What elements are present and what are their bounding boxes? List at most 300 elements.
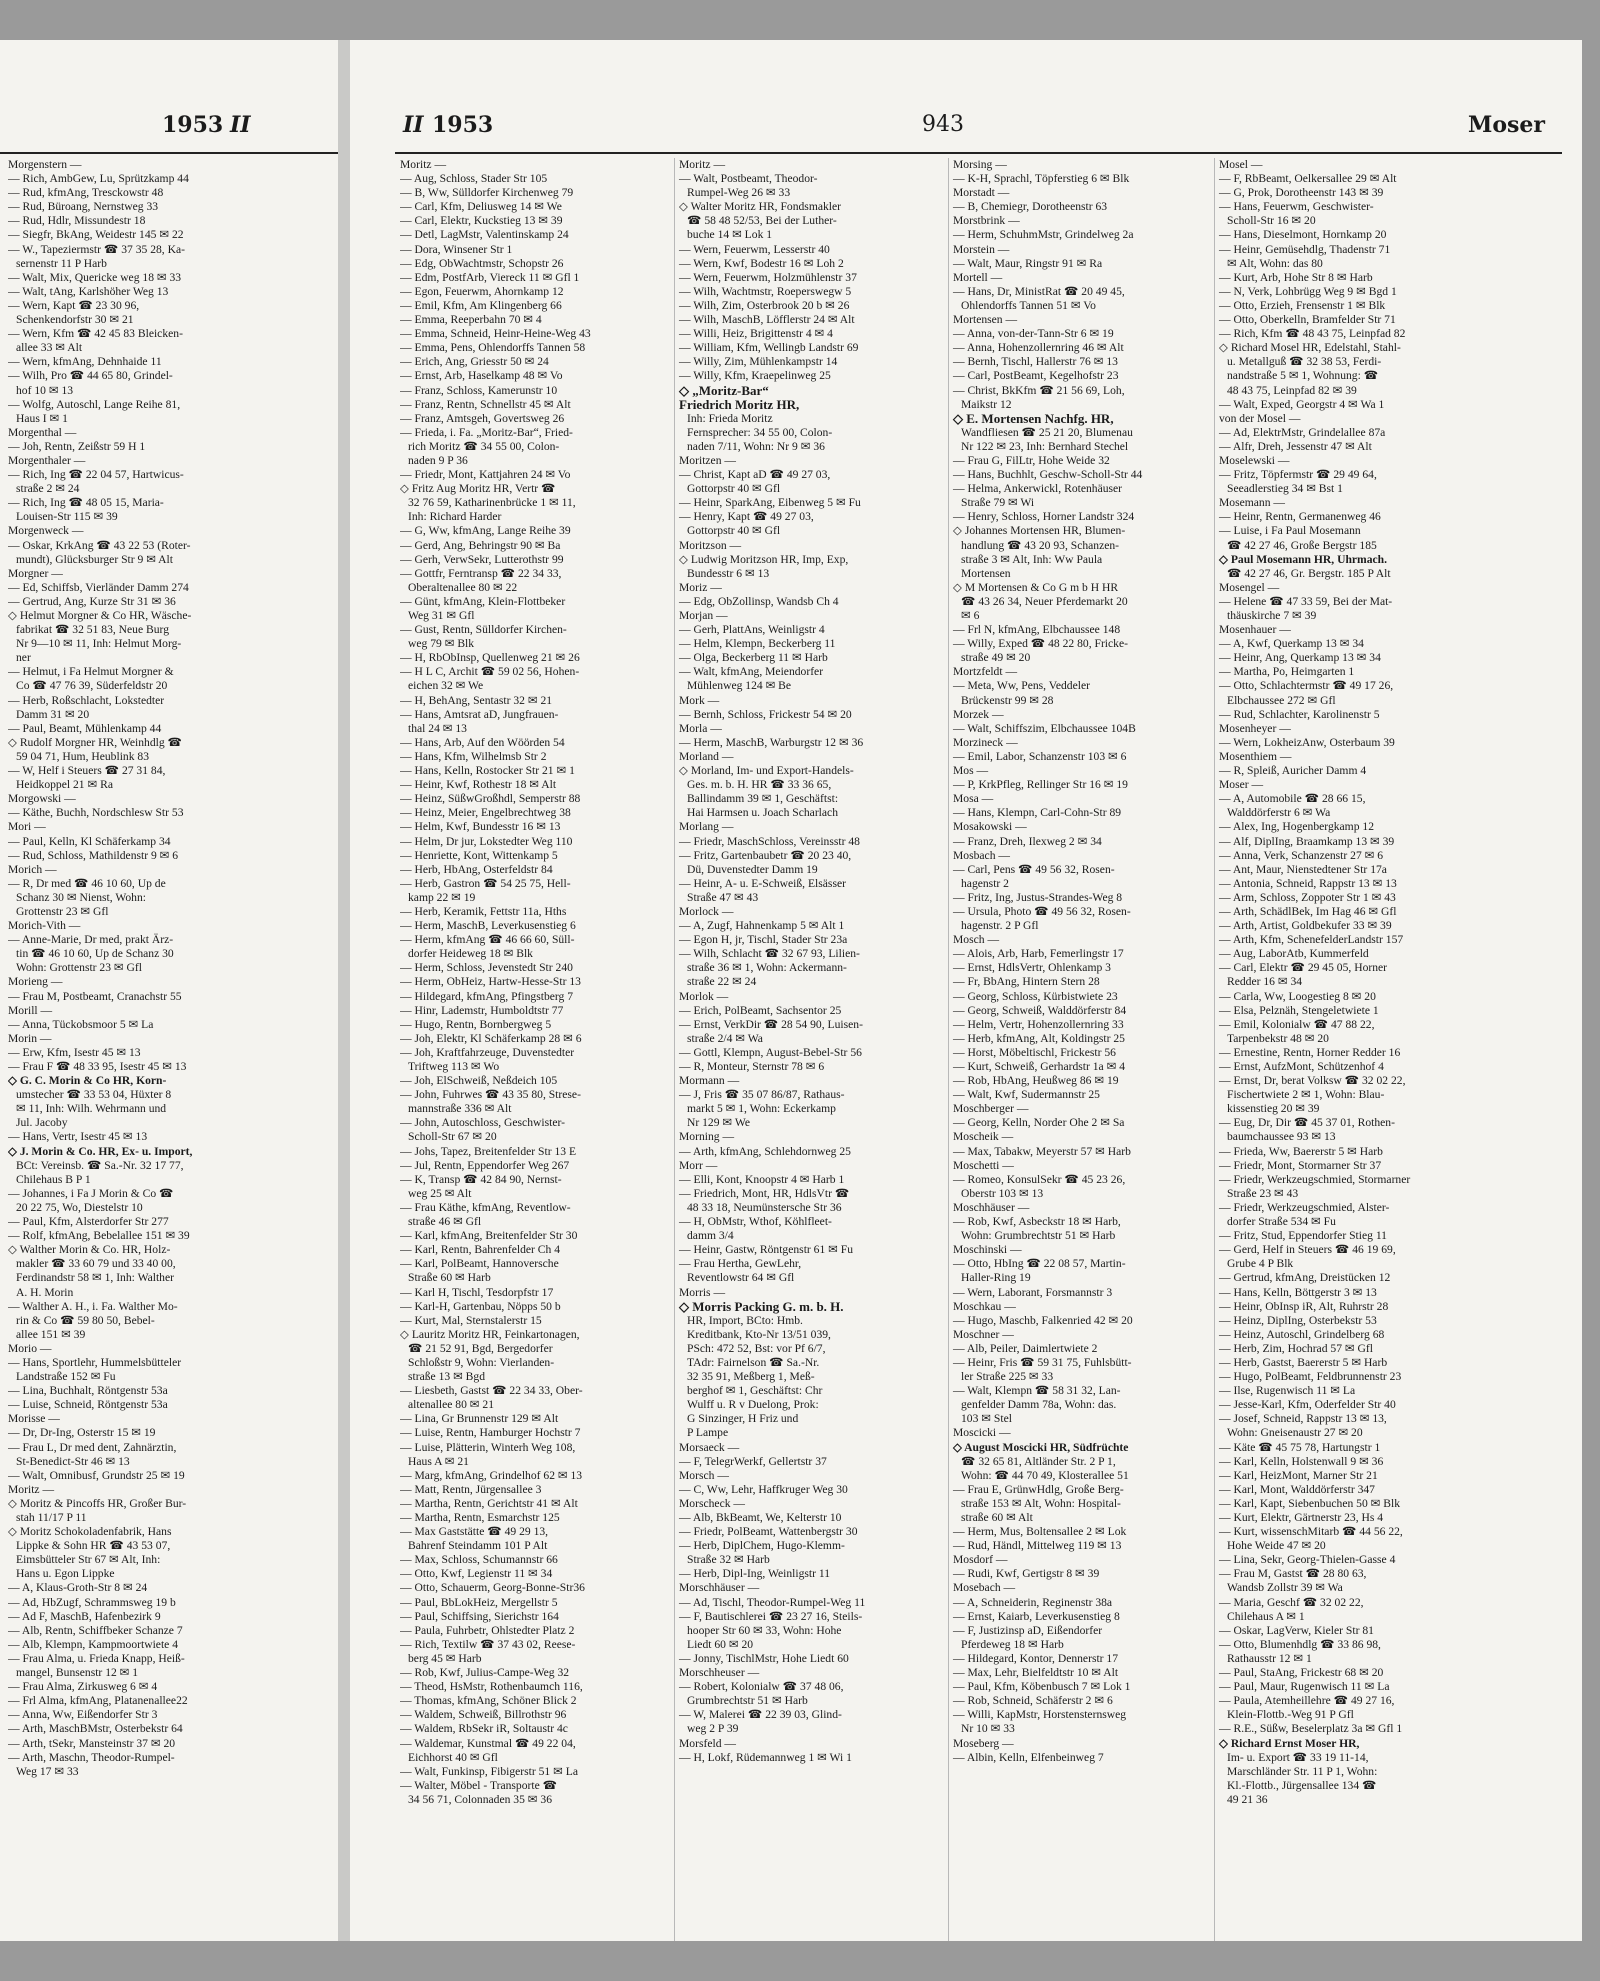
directory-entry-line: Fischertwiete 2 ✉ 1, Wohn: Blau- bbox=[1227, 1088, 1385, 1102]
directory-entry-line: — Maria, Geschf ☎ 32 02 22, bbox=[1219, 1595, 1364, 1609]
directory-entry-line: — A, Zugf, Hahnenkamp 5 ✉ Alt 1 bbox=[679, 919, 845, 933]
directory-entry-line: umstecher ☎ 33 53 04, Hüxter 8 bbox=[16, 1088, 172, 1102]
directory-entry-line: — Karl-H, Gartenbau, Nöpps 50 b bbox=[400, 1299, 561, 1313]
directory-entry-line: — Fritz, Stud, Eppendorfer Stieg 11 bbox=[1219, 1229, 1387, 1243]
directory-entry-line: — Gottl, Klempn, August-Bebel-Str 56 bbox=[679, 1045, 862, 1059]
directory-entry-line: — Hans, Feuerwm, Geschwister- bbox=[1219, 200, 1374, 214]
right-column-1 bbox=[400, 158, 670, 1941]
directory-entry-line: — Rud, Händl, Mittelweg 119 ✉ 13 bbox=[953, 1539, 1122, 1553]
surname-heading: Morstbrink — bbox=[953, 214, 1020, 228]
directory-entry-line: — Heinr, Rentn, Germanenweg 46 bbox=[1219, 510, 1381, 524]
directory-entry-line: — Hinr, Lademstr, Humboldtstr 77 bbox=[400, 1003, 564, 1017]
directory-entry-line: Triftweg 113 ✉ Wo bbox=[408, 1060, 500, 1073]
directory-entry-line: — Hans, Kelln, Rostocker Str 21 ✉ 1 bbox=[400, 764, 575, 778]
directory-entry-line: — Walt, Exped, Georgstr 4 ✉ Wa 1 bbox=[1219, 397, 1385, 411]
right-header-rule bbox=[395, 152, 1562, 154]
directory-entry-line: Straße 47 ✉ 43 bbox=[687, 890, 759, 904]
directory-entry-line: ◇ Helmut Morgner & Co HR, Wäsche- bbox=[8, 609, 192, 622]
directory-entry-line: — Elsa, Pelznäh, Stengeletwiete 1 bbox=[1219, 1003, 1379, 1017]
directory-entry-line: berg 45 ✉ Harb bbox=[408, 1651, 482, 1665]
directory-entry-line: — Rob, Kwf, Julius-Campe-Weg 32 bbox=[400, 1666, 570, 1680]
directory-entry-line: — Arth, Maschn, Theodor-Rumpel- bbox=[8, 1750, 175, 1764]
surname-heading: Moriz — bbox=[679, 580, 722, 594]
directory-entry-line: — Paula, Fuhrbetr, Ohlstedter Platz 2 bbox=[400, 1623, 575, 1637]
directory-entry-line: — Fritz, Gartenbaubetr ☎ 20 23 40, bbox=[679, 848, 852, 862]
surname-heading: Morjan — bbox=[679, 609, 728, 622]
directory-entry-line: ☎ 43 26 34, Neuer Pferdemarkt 20 bbox=[961, 594, 1128, 608]
directory-entry-line: — Albin, Kelln, Elfenbeinweg 7 bbox=[953, 1750, 1104, 1764]
directory-entry-line: — Rud, Schloss, Mathildenstr 9 ✉ 6 bbox=[8, 848, 179, 862]
directory-entry-line: straße 36 ✉ 1, Wohn: Ackermann- bbox=[687, 961, 847, 975]
directory-entry-line: — Liesbeth, Gastst ☎ 22 34 33, Ober- bbox=[400, 1384, 583, 1398]
directory-entry-line: — Anna, Ww, Eißendorfer Str 3 bbox=[8, 1708, 158, 1722]
directory-entry-line: — Martha, Rentn, Esmarchstr 125 bbox=[400, 1511, 560, 1524]
right-page-header bbox=[350, 112, 1582, 152]
directory-entry-line: — Otto, Oberkelln, Bramfelder Str 71 bbox=[1219, 313, 1396, 327]
directory-entry-line: — Heinz, Autoschl, Grindelberg 68 bbox=[1219, 1327, 1385, 1341]
left-page bbox=[0, 40, 338, 1941]
directory-entry-line: — Gerd, Helf in Steuers ☎ 46 19 69, bbox=[1219, 1243, 1396, 1257]
directory-entry-line: — Hugo, PolBeamt, Feldbrunnenstr 23 bbox=[1219, 1370, 1402, 1384]
directory-entry-line: ◇ Rudolf Morgner HR, Weinhdlg ☎ bbox=[8, 735, 182, 749]
directory-entry-line: — Joh, Kraftfahrzeuge, Duvenstedter bbox=[400, 1045, 575, 1059]
directory-entry-line: 49 21 36 bbox=[1227, 1792, 1268, 1806]
directory-entry-line: — Ernestine, Rentn, Horner Redder 16 bbox=[1219, 1045, 1401, 1059]
directory-entry-line: u. Metallguß ☎ 32 38 53, Ferdi- bbox=[1227, 355, 1382, 369]
directory-entry-line: — Edg, ObWachtmstr, Schopstr 26 bbox=[400, 256, 564, 270]
surname-heading: Morsing — bbox=[953, 158, 1007, 171]
directory-entry-line: — John, Autoschloss, Geschwister- bbox=[400, 1116, 565, 1130]
directory-entry-line: sernenstr 11 P Harb bbox=[16, 256, 107, 270]
directory-entry-line: — H, RbObInsp, Quellenweg 21 ✉ 26 bbox=[400, 651, 580, 665]
directory-entry-line: PSch: 472 52, Bst: vor Pf 6/7, bbox=[687, 1341, 826, 1355]
directory-entry-line: — Otto, Kwf, Legienstr 11 ✉ 34 bbox=[400, 1567, 553, 1581]
directory-entry-line: — Johannes, i Fa J Morin & Co ☎ bbox=[8, 1186, 174, 1200]
directory-entry-line: Inh: Frieda Moritz bbox=[687, 411, 773, 425]
directory-entry-line: — Frau Alma, u. Frieda Knapp, Heiß- bbox=[8, 1651, 185, 1665]
directory-entry-line: — Georg, Schloss, Kürbistwiete 23 bbox=[953, 989, 1118, 1003]
directory-entry-line: — H, BehAng, Sentastr 32 ✉ 21 bbox=[400, 693, 553, 707]
directory-entry-line: — Helm, Kwf, Bundesstr 16 ✉ 13 bbox=[400, 820, 561, 834]
surname-heading: Morieng — bbox=[8, 975, 63, 989]
directory-entry-line: — Wern, Laborant, Forsmannstr 3 bbox=[953, 1285, 1113, 1299]
directory-entry-line: — Otto, Schauerm, Georg-Bonne-Str36 bbox=[400, 1581, 585, 1595]
directory-entry-line: Wohn: ☎ 44 70 49, Klosterallee 51 bbox=[961, 1468, 1129, 1482]
directory-entry-line: — Herm, Schloss, Jevenstedt Str 240 bbox=[400, 961, 573, 975]
directory-entry-line: ◇ Moritz & Pincoffs HR, Großer Bur- bbox=[8, 1496, 187, 1510]
directory-entry-line: — Friedr, MaschSchloss, Vereinsstr 48 bbox=[679, 834, 860, 848]
directory-entry-line: — Kurt, Arb, Hohe Str 8 ✉ Harb bbox=[1219, 270, 1373, 284]
surname-heading: Mosakowski — bbox=[953, 820, 1027, 834]
directory-entry-line: ◇ M Mortensen & Co G m b H HR bbox=[953, 580, 1119, 594]
directory-entry-line: — Otto, Schlachtermstr ☎ 49 17 26, bbox=[1219, 679, 1394, 693]
directory-entry-line: — K-H, Sprachl, Töpferstieg 6 ✉ Blk bbox=[953, 172, 1130, 186]
directory-entry-line: Kl.-Flottb., Jürgensallee 134 ☎ bbox=[1227, 1778, 1377, 1792]
directory-entry-line: ◇ August Moscicki HR, Südfrüchte bbox=[953, 1440, 1129, 1454]
surname-heading: Mosel — bbox=[1219, 158, 1263, 171]
directory-entry-line: — Erich, PolBeamt, Sachsentor 25 bbox=[679, 1003, 842, 1017]
left-column-1 bbox=[8, 158, 334, 1941]
directory-entry-line: — Bernh, Tischl, Hallerstr 76 ✉ 13 bbox=[953, 355, 1118, 369]
directory-entry-line: — Ant, Maur, Nienstedtener Str 17a bbox=[1219, 862, 1387, 876]
directory-entry-line: — Heinr, A- u. E-Schweiß, Elsässer bbox=[679, 876, 846, 890]
directory-entry-line: — Helma, Ankerwickl, Rotenhäuser bbox=[953, 482, 1123, 496]
directory-entry-line: straße 22 ✉ 24 bbox=[687, 975, 757, 989]
directory-entry-line: — Kurt, Elektr, Gärtnerstr 23, Hs 4 bbox=[1219, 1511, 1384, 1524]
directory-entry-line: — Paul, Schiffsing, Sierichstr 164 bbox=[400, 1609, 559, 1623]
surname-heading: Mortzfeldt — bbox=[953, 665, 1018, 679]
directory-entry-line: — Herm, kfmAng ☎ 46 66 60, Süll- bbox=[400, 933, 575, 947]
right-column-4 bbox=[1214, 158, 1479, 1941]
directory-entry-line: — Herm, ObHeiz, Hartw-Hesse-Str 13 bbox=[400, 975, 581, 989]
surname-heading: Mortell — bbox=[953, 270, 1003, 284]
directory-entry-line: — Paul, BbLokHeiz, Mergellstr 5 bbox=[400, 1595, 558, 1609]
directory-entry-line: — Friedr, Mont, Kattjahren 24 ✉ Vo bbox=[400, 468, 571, 482]
directory-entry-line: straße 46 ✉ Gfl bbox=[408, 1215, 482, 1229]
directory-entry-line: — Hans, Kfm, Wilhelmsb Str 2 bbox=[400, 749, 547, 763]
directory-entry-line: Mühlenweg 124 ✉ Be bbox=[687, 679, 792, 693]
directory-entry-line: ☎ 58 48 52/53, Bei der Luther- bbox=[687, 214, 837, 228]
directory-entry-line: Reventlowstr 64 ✉ Gfl bbox=[687, 1271, 795, 1285]
right-section: II bbox=[403, 112, 424, 138]
directory-entry-line: 34 56 71, Colonnaden 35 ✉ 36 bbox=[408, 1792, 552, 1806]
directory-entry-line: — Luise, Plätterin, Winterh Weg 108, bbox=[400, 1440, 576, 1454]
directory-entry-line: — Rich, Kfm ☎ 48 43 75, Leinpfad 82 bbox=[1219, 327, 1406, 341]
directory-entry-line: G Sinzinger, H Friz und bbox=[687, 1412, 799, 1426]
directory-entry-line: — Herb, Zim, Hochrad 57 ✉ Gfl bbox=[1219, 1341, 1373, 1355]
directory-entry-line: — Arth, MaschBMstr, Osterbekstr 64 bbox=[8, 1722, 183, 1736]
directory-entry-line: Brückenstr 99 ✉ 28 bbox=[961, 693, 1054, 707]
directory-entry-line: hof 10 ✉ 13 bbox=[16, 383, 74, 397]
directory-entry-line: — Rich, Ing ☎ 22 04 57, Hartwicus- bbox=[8, 468, 184, 482]
directory-entry-line: — Hans, Sportlehr, Hummelsbütteler bbox=[8, 1355, 182, 1369]
surname-heading: Morstein — bbox=[953, 242, 1010, 256]
directory-entry-line: HR, Import, BCto: Hmb. bbox=[687, 1313, 803, 1327]
directory-entry-line: 32 76 59, Katharinenbrücke 1 ✉ 11, bbox=[408, 496, 576, 510]
directory-entry-line: — Hans, Kelln, Böttgerstr 3 ✉ 13 bbox=[1219, 1285, 1377, 1299]
surname-heading: Moschinski — bbox=[953, 1243, 1022, 1257]
directory-entry-line: Haus A ✉ 21 bbox=[408, 1454, 469, 1468]
right-column-2 bbox=[674, 158, 949, 1941]
directory-entry-line: thäuskirche 7 ✉ 39 bbox=[1227, 609, 1317, 622]
surname-heading: Mosengel — bbox=[1219, 580, 1280, 594]
surname-heading: Moritz — bbox=[8, 1482, 55, 1496]
directory-entry-line: hagenstr. 2 P Gfl bbox=[961, 919, 1039, 933]
directory-entry-line: Heidkoppel 21 ✉ Ra bbox=[16, 778, 113, 792]
directory-entry-line: — Rich, Textilw ☎ 37 43 02, Reese- bbox=[400, 1637, 576, 1651]
directory-entry-line: — Jesse-Karl, Kfm, Oderfelder Str 40 bbox=[1219, 1398, 1396, 1412]
directory-entry-line: 48 33 18, Neumünstersche Str 36 bbox=[687, 1200, 842, 1214]
directory-entry-line: Marschländer Str. 11 P 1, Wohn: bbox=[1227, 1764, 1378, 1778]
surname-heading: Morscheck — bbox=[679, 1496, 746, 1510]
directory-entry-line: — Wern, Kwf, Bodestr 16 ✉ Loh 2 bbox=[679, 256, 844, 270]
directory-entry-line: — N, Verk, Lohbrügg Weg 9 ✉ Bgd 1 bbox=[1219, 284, 1397, 298]
surname-heading: Mosdorf — bbox=[953, 1553, 1008, 1567]
directory-entry-line: — Rob, HbAng, Heußweg 86 ✉ 19 bbox=[953, 1074, 1119, 1088]
directory-entry-line: — Karl, HeizMont, Marner Str 21 bbox=[1219, 1468, 1378, 1482]
directory-entry-line: A. H. Morin bbox=[16, 1285, 74, 1299]
directory-entry-line: — Heinr, Fris ☎ 59 31 75, Fuhlsbütt- bbox=[953, 1355, 1132, 1369]
surname-heading: Mosemann — bbox=[1219, 496, 1286, 510]
directory-entry-line: ◇ Richard Ernst Moser HR, bbox=[1219, 1736, 1360, 1750]
directory-entry-line: — Paul, Maur, Rugenwisch 11 ✉ La bbox=[1219, 1680, 1390, 1694]
directory-entry-line: genfelder Damm 78a, Wohn: das. bbox=[961, 1398, 1117, 1412]
directory-entry-line: Wohn: Grumbrechtstr 51 ✉ Harb bbox=[961, 1229, 1116, 1243]
directory-entry-line: — Wilh, Wachtmstr, Roeperswegw 5 bbox=[679, 284, 852, 298]
directory-entry-line: — Frieda, Ww, Baererstr 5 ✉ Harb bbox=[1219, 1144, 1383, 1158]
directory-entry-line: — Paul, Beamt, Mühlenkamp 44 bbox=[8, 721, 162, 735]
directory-entry-line: — Hugo, Maschb, Falkenried 42 ✉ 20 bbox=[953, 1313, 1133, 1327]
directory-entry-line: — Friedr, Mont, Stormarner Str 37 bbox=[1219, 1158, 1382, 1172]
directory-entry-line: Fernsprecher: 34 55 00, Colon- bbox=[687, 425, 833, 439]
directory-entry-line: kamp 22 ✉ 19 bbox=[408, 890, 476, 904]
directory-entry-line: — Anna, Tückobsmoor 5 ✉ La bbox=[8, 1017, 154, 1031]
surname-heading: Moritz — bbox=[679, 158, 726, 171]
surname-heading: Morr — bbox=[679, 1158, 718, 1172]
surname-heading: Morsaeck — bbox=[679, 1440, 740, 1454]
directory-entry-line: baumchaussee 93 ✉ 13 bbox=[1227, 1130, 1336, 1144]
directory-entry-line: — R, Monteur, Sternstr 78 ✉ 6 bbox=[679, 1060, 825, 1073]
directory-entry-line: 32 35 91, Meßberg 1, Meß- bbox=[687, 1370, 815, 1384]
directory-entry-line: — Olga, Beckerberg 11 ✉ Harb bbox=[679, 651, 828, 665]
directory-entry-line: — Antonia, Schneid, Rappstr 13 ✉ 13 bbox=[1219, 876, 1397, 890]
directory-entry-line: Schenkendorfstr 30 ✉ 21 bbox=[16, 313, 134, 327]
directory-entry-line: — Wern, kfmAng, Dehnhaide 11 bbox=[8, 355, 162, 369]
directory-entry-line: — Anna, Hohenzollernring 46 ✉ Alt bbox=[953, 341, 1124, 355]
directory-entry-line: — Walt, Kwf, Sudermannstr 25 bbox=[953, 1088, 1100, 1102]
directory-entry-line: — Hans, Amtsrat aD, Jungfrauen- bbox=[400, 707, 559, 721]
surname-heading: Moritzson — bbox=[679, 538, 742, 552]
surname-heading: Morisse — bbox=[8, 1412, 60, 1426]
surname-heading: Morning — bbox=[679, 1130, 735, 1144]
directory-entry-line: ☎ 32 65 81, Altländer Str. 2 P 1, bbox=[961, 1454, 1116, 1468]
directory-entry-line: allee 151 ✉ 39 bbox=[16, 1327, 86, 1341]
directory-entry-line: — Wern, LokheizAnw, Osterbaum 39 bbox=[1219, 735, 1395, 749]
directory-entry-line: Rumpel-Weg 26 ✉ 33 bbox=[687, 186, 791, 200]
directory-entry-line: handlung ☎ 43 20 93, Schanzen- bbox=[961, 538, 1120, 552]
right-columns bbox=[350, 158, 1582, 1941]
directory-entry-line: — Hildegard, kfmAng, Pfingstberg 7 bbox=[400, 989, 574, 1003]
directory-entry-line: Redder 16 ✉ 34 bbox=[1227, 975, 1303, 989]
directory-entry-line: Kreditbank, Kto-Nr 13/51 039, bbox=[687, 1327, 831, 1341]
directory-entry-line: — Carla, Ww, Loogestieg 8 ✉ 20 bbox=[1219, 989, 1376, 1003]
directory-entry-line: — F, TelegrWerkf, Gellertstr 37 bbox=[679, 1454, 827, 1468]
directory-entry-line: — Paul, Kfm, Alsterdorfer Str 277 bbox=[8, 1215, 169, 1229]
directory-entry-line: — Walther A. H., i. Fa. Walther Mo- bbox=[8, 1299, 178, 1313]
directory-entry-line: — Ilse, Rugenwisch 11 ✉ La bbox=[1219, 1384, 1356, 1398]
surname-heading: Morlang — bbox=[679, 820, 734, 834]
directory-entry-line: ◇ J. Morin & Co. HR, Ex- u. Import, bbox=[8, 1144, 193, 1158]
directory-entry-line: — Heinr, Gemüsehdlg, Thadenstr 71 bbox=[1219, 242, 1391, 256]
directory-entry-line: — Waldem, RbSekr iR, Soltaustr 4c bbox=[400, 1722, 568, 1736]
directory-entry-line: — Robert, Kolonialw ☎ 37 48 06, bbox=[679, 1680, 844, 1694]
directory-entry-line: ☎ 42 27 46, Große Bergstr 185 bbox=[1227, 538, 1377, 552]
surname-heading: Mortensen — bbox=[953, 313, 1018, 327]
surname-heading: Morschhäuser — bbox=[679, 1581, 760, 1595]
directory-entry-line: — Horst, Möbeltischl, Frickestr 56 bbox=[953, 1045, 1116, 1059]
directory-entry-line: — Walt, Mix, Quericke weg 18 ✉ 33 bbox=[8, 270, 182, 284]
directory-entry-line: — Heinr, Gastw, Röntgenstr 61 ✉ Fu bbox=[679, 1243, 854, 1257]
directory-entry-line: ◇ Moritz Schokoladenfabrik, Hans bbox=[8, 1525, 172, 1539]
directory-entry-line: Weg 17 ✉ 33 bbox=[16, 1764, 79, 1778]
directory-entry-line: — Emil, Kfm, Am Klingenberg 66 bbox=[400, 298, 562, 312]
directory-entry-line: — Karl, Kelln, Holstenwall 9 ✉ 36 bbox=[1219, 1454, 1384, 1468]
directory-entry-line: — Henry, Kapt ☎ 49 27 03, bbox=[679, 510, 814, 524]
directory-entry-line: — Ernst, AufzMont, Schützenhof 4 bbox=[1219, 1060, 1384, 1073]
surname-heading: Morschheuser — bbox=[679, 1666, 760, 1680]
directory-entry-line: — Herb, Gastst, Baererstr 5 ✉ Harb bbox=[1219, 1355, 1388, 1369]
surname-heading: Morgenthaler — bbox=[8, 453, 86, 467]
directory-entry-line: — Ernst, Kaiarb, Leverkusenstieg 8 bbox=[953, 1609, 1120, 1623]
surname-heading: Moschetti — bbox=[953, 1158, 1014, 1172]
directory-entry-line: straße 2/4 ✉ Wa bbox=[687, 1031, 763, 1045]
directory-entry-line: Friedrich Moritz HR, bbox=[679, 396, 800, 412]
directory-entry-line: — Helm, Klempn, Beckerberg 11 bbox=[679, 637, 836, 651]
directory-entry-line: — Heinz, SüßwGroßhdl, Semperstr 88 bbox=[400, 792, 581, 806]
directory-entry-line: — Edm, PostfArb, Viereck 11 ✉ Gfl 1 bbox=[400, 270, 580, 284]
directory-entry-line: — Rob, Schneid, Schäferstr 2 ✉ 6 bbox=[953, 1694, 1113, 1708]
directory-entry-line: — Anna, Verk, Schanzenstr 27 ✉ 6 bbox=[1219, 848, 1384, 862]
directory-entry-line: — H L C, Archit ☎ 59 02 56, Hohen- bbox=[400, 665, 580, 679]
directory-entry-line: Ges. m. b. H. HR ☎ 33 36 65, bbox=[687, 778, 832, 792]
directory-entry-line: fabrikat ☎ 32 51 83, Neue Burg bbox=[16, 623, 170, 637]
directory-entry-line: — Anna, von-der-Tann-Str 6 ✉ 19 bbox=[953, 327, 1114, 341]
directory-entry-line: — Wern, Feuerwm, Lesserstr 40 bbox=[679, 242, 830, 256]
directory-entry-line: — Marg, kfmAng, Grindelhof 62 ✉ 13 bbox=[400, 1468, 583, 1482]
directory-entry-line: ◇ Morris Packing G. m. b. H. bbox=[679, 1298, 844, 1314]
directory-entry-line: — Carl, Pens ☎ 49 56 32, Rosen- bbox=[953, 862, 1115, 876]
directory-entry-line: — Franz, Schloss, Kamerunstr 10 bbox=[400, 383, 558, 397]
surname-heading: Morland — bbox=[679, 749, 734, 763]
surname-heading: Mosenheyer — bbox=[1219, 721, 1291, 735]
directory-entry-line: — Rud, Schlachter, Karolinenstr 5 bbox=[1219, 707, 1380, 721]
directory-entry-line: allee 33 ✉ Alt bbox=[16, 341, 83, 355]
directory-entry-line: — Martha, Rentn, Gerichtstr 41 ✉ Alt bbox=[400, 1496, 578, 1510]
directory-entry-line: — A, Automobile ☎ 28 66 15, bbox=[1219, 792, 1366, 806]
directory-entry-line: — Karl H, Tischl, Tesdorpfstr 17 bbox=[400, 1285, 554, 1299]
directory-entry-line: — Carl, Elektr ☎ 29 45 05, Horner bbox=[1219, 961, 1388, 975]
directory-entry-line: Jul. Jacoby bbox=[16, 1116, 68, 1130]
directory-entry-line: — Walt, kfmAng, Meiendorfer bbox=[679, 665, 824, 679]
directory-entry-line: — Herb, Roßschlacht, Lokstedter bbox=[8, 693, 165, 707]
directory-entry-line: straße 153 ✉ Alt, Wohn: Hospital- bbox=[961, 1496, 1121, 1510]
directory-entry-line: — K, Transp ☎ 42 84 90, Nernst- bbox=[400, 1172, 562, 1186]
directory-entry-line: — Carl, Elektr, Kuckstieg 13 ✉ 39 bbox=[400, 214, 563, 228]
directory-entry-line: — Karl, Rentn, Bahrenfelder Ch 4 bbox=[400, 1243, 561, 1257]
directory-entry-line: Walddörferstr 6 ✉ Wa bbox=[1227, 806, 1331, 820]
directory-entry-line: — Herb, HbAng, Osterfeldstr 84 bbox=[400, 862, 553, 876]
directory-entry-line: — Günt, kfmAng, Klein-Flottbeker bbox=[400, 594, 566, 608]
directory-entry-line: — Herb, Dipl-Ing, Weinligstr 11 bbox=[679, 1567, 831, 1581]
directory-entry-line: — Wolfg, Autoschl, Lange Reihe 81, bbox=[8, 397, 181, 411]
directory-entry-line: Bundesstr 6 ✉ 13 bbox=[687, 566, 770, 580]
directory-entry-line: ◇ „Moritz-Bar“ bbox=[679, 382, 769, 398]
directory-entry-line: — Willy, Zim, Mühlenkampstr 14 bbox=[679, 355, 838, 369]
directory-entry-line: — Egon, Feuerwm, Ahornkamp 12 bbox=[400, 284, 564, 298]
directory-entry-line: — F, Justizinsp aD, Eißendorfer bbox=[953, 1623, 1103, 1637]
directory-entry-line: — Max, Schloss, Schumannstr 66 bbox=[400, 1553, 558, 1567]
directory-entry-line: — F, Bautischlerei ☎ 23 27 16, Steils- bbox=[679, 1609, 863, 1623]
directory-entry-line: — Alois, Arb, Harb, Femerlingstr 17 bbox=[953, 947, 1124, 961]
directory-entry-line: straße 3 ✉ Alt, Inh: Ww Paula bbox=[961, 552, 1103, 566]
directory-entry-line: — Friedrich, Mont, HR, HdlsVtr ☎ bbox=[679, 1186, 850, 1200]
page-number: 943 bbox=[922, 112, 964, 137]
surname-heading: Mosbach — bbox=[953, 848, 1010, 862]
directory-entry-line: — Alb, Rentn, Schiffbeker Schanze 7 bbox=[8, 1623, 183, 1637]
directory-entry-line: — Franz, Rentn, Schnellstr 45 ✉ Alt bbox=[400, 397, 571, 411]
directory-entry-line: — Georg, Schweiß, Walddörferstr 84 bbox=[953, 1003, 1127, 1017]
directory-entry-line: — Frieda, i. Fa. „Moritz-Bar“, Fried- bbox=[400, 425, 573, 439]
surname-heading: Morzineck — bbox=[953, 735, 1018, 749]
directory-entry-line: — Willi, Heiz, Brigittenstr 4 ✉ 4 bbox=[679, 327, 833, 341]
directory-entry-line: — Alb, Peiler, Daimlertwiete 2 bbox=[953, 1341, 1098, 1355]
directory-entry-line: — Herb, DiplChem, Hugo-Klemm- bbox=[679, 1539, 845, 1553]
directory-entry-line: Wohn: Grottenstr 23 ✉ Gfl bbox=[16, 961, 142, 975]
surname-heading: Morris — bbox=[679, 1285, 726, 1299]
directory-entry-line: — Kurt, Schweiß, Gerhardstr 1a ✉ 4 bbox=[953, 1060, 1125, 1073]
directory-entry-line: Scholl-Str 67 ✉ 20 bbox=[408, 1130, 497, 1144]
directory-entry-line: — H, Lokf, Rüdemannweg 1 ✉ Wi 1 bbox=[679, 1750, 852, 1764]
directory-entry-line: — W, Helf i Steuers ☎ 27 31 84, bbox=[8, 764, 166, 778]
directory-entry-line: — Aug, Schloss, Stader Str 105 bbox=[400, 172, 548, 186]
directory-entry-line: Gottorpstr 40 ✉ Gfl bbox=[687, 482, 781, 496]
directory-entry-line: — Kurt, wissenschMitarb ☎ 44 56 22, bbox=[1219, 1525, 1403, 1539]
directory-entry-line: Haus I ✉ 1 bbox=[16, 411, 68, 425]
directory-entry-line: mannstraße 336 ✉ Alt bbox=[408, 1102, 512, 1116]
directory-entry-line: ler Straße 225 ✉ 33 bbox=[961, 1370, 1054, 1384]
directory-entry-line: — Rich, AmbGew, Lu, Sprützkamp 44 bbox=[8, 172, 189, 186]
directory-entry-line: — Alex, Ing, Hogenbergkamp 12 bbox=[1219, 820, 1374, 834]
directory-entry-line: — Luise, Schneid, Röntgenstr 53a bbox=[8, 1398, 168, 1412]
directory-entry-line: hagenstr 2 bbox=[961, 876, 1009, 890]
directory-entry-line: — Rolf, kfmAng, Bebelallee 151 ✉ 39 bbox=[8, 1229, 190, 1243]
directory-entry-line: — Martha, Po, Heimgarten 1 bbox=[1219, 665, 1355, 679]
directory-entry-line: — Frau Käthe, kfmAng, Reventlow- bbox=[400, 1200, 571, 1214]
directory-entry-line: weg 79 ✉ Blk bbox=[408, 637, 475, 651]
directory-entry-line: — Friedr, Werkzeugschmied, Stormarner bbox=[1219, 1172, 1411, 1186]
directory-entry-line: Klein-Flottb.-Weg 91 P Gfl bbox=[1227, 1708, 1354, 1722]
directory-entry-line: — Gerh, PlattAns, Weinligstr 4 bbox=[679, 623, 825, 637]
directory-entry-line: — Friedr, Werkzeugschmied, Alster- bbox=[1219, 1200, 1390, 1214]
directory-entry-line: mundt), Glücksburger Str 9 ✉ Alt bbox=[16, 552, 173, 566]
directory-entry-line: — Arth, kfmAng, Schlehdornweg 25 bbox=[679, 1144, 851, 1158]
surname-heading: Morgowski — bbox=[8, 792, 76, 806]
directory-entry-line: — Helmut, i Fa Helmut Morgner & bbox=[8, 665, 174, 679]
directory-entry-line: — Egon H, jr, Tischl, Stader Str 23a bbox=[679, 933, 848, 947]
directory-entry-line: — Erich, Ang, Griesstr 50 ✉ 24 bbox=[400, 355, 549, 369]
directory-entry-line: — Rich, Ing ☎ 48 05 15, Maria- bbox=[8, 496, 164, 510]
directory-entry-line: — A, Klaus-Groth-Str 8 ✉ 24 bbox=[8, 1581, 148, 1595]
directory-entry-line: — Karl, Mont, Walddörferstr 347 bbox=[1219, 1482, 1375, 1496]
directory-entry-line: Tarpenbekstr 48 ✉ 20 bbox=[1227, 1031, 1329, 1045]
directory-entry-line: — Jonny, TischlMstr, Hohe Liedt 60 bbox=[679, 1651, 849, 1665]
directory-entry-line: — Käte ☎ 45 75 78, Hartungstr 1 bbox=[1219, 1440, 1381, 1454]
directory-entry-line: — Frau E, GrünwHdlg, Große Berg- bbox=[953, 1482, 1124, 1496]
directory-entry-line: — Wern, Feuerwm, Holzmühlenstr 37 bbox=[679, 270, 857, 284]
directory-entry-line: Nr 122 ✉ 23, Inh: Bernhard Stechel bbox=[961, 439, 1129, 453]
directory-entry-line: — Willy, Kfm, Kraepelinweg 25 bbox=[679, 369, 831, 383]
surname-heading: von der Mosel — bbox=[1219, 411, 1301, 425]
directory-entry-line: Maikstr 12 bbox=[961, 397, 1012, 411]
directory-entry-line: Grottenstr 23 ✉ Gfl bbox=[16, 904, 109, 918]
directory-entry-line: weg 25 ✉ Alt bbox=[408, 1186, 472, 1200]
directory-entry-line: — Gertrud, Ang, Kurze Str 31 ✉ 36 bbox=[8, 594, 176, 608]
directory-entry-line: — Herb, Gastron ☎ 54 25 75, Hell- bbox=[400, 876, 571, 890]
directory-entry-line: — Elli, Kont, Knoopstr 4 ✉ Harb 1 bbox=[679, 1172, 845, 1186]
directory-entry-line: — Fritz, Töpfermstr ☎ 29 49 64, bbox=[1219, 468, 1377, 482]
directory-entry-line: Mortensen bbox=[961, 566, 1011, 580]
directory-entry-line: Straße 23 ✉ 43 bbox=[1227, 1186, 1299, 1200]
